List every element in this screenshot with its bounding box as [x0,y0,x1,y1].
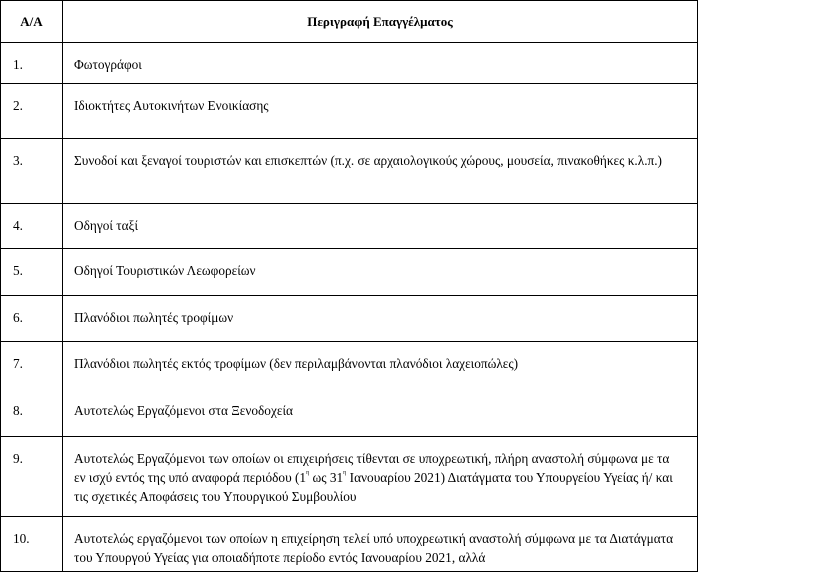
header-number: Α/Α [1,1,63,43]
row-number: 4. [1,204,63,249]
row-description: Ιδιοκτήτες Αυτοκινήτων Ενοικίασης [63,84,698,139]
table-row [1,43,698,84]
row-number: 10. [1,517,63,572]
row-number: 6. [1,296,63,342]
table-row-merged [1,342,698,437]
row-description: Πλανόδιοι πωλητές τροφίμων [63,296,698,342]
table-row [1,204,698,249]
row-description-part: ως 31 [309,470,344,485]
table-row [1,517,698,572]
row-description-part: Ιανουαρίου 2021) Διατάγματα του Υπουργείου Υγείας ή/ και τις σχετικές Αποφάσεις του Υπουργικού Συμβουλίου [74,470,673,504]
row-description: Αυτοτελώς εργαζόμενοι των οποίων η επιχείρηση τελεί υπό υποχρεωτική αναστολή σύμφωνα με τα Διατάγματα του Υπουργού Υγείας για οποιαδήποτε περίοδο εντός Ιανουαρίου 2021, αλλά [63,517,698,572]
row-description: Οδηγοί ταξί [63,204,698,249]
table-row [1,296,698,342]
table-row [1,84,698,139]
row-description: Οδηγοί Τουριστικών Λεωφορείων [63,249,698,296]
row-number: 5. [1,249,63,296]
row-number-group [1,342,63,437]
table-header-row [1,1,698,43]
row-description: Αυτοτελώς Εργαζόμενοι στα Ξενοδοχεία [74,403,293,418]
row-number: 1. [1,43,63,84]
row-description: Πλανόδιοι πωλητές εκτός τροφίμων (δεν περιλαμβάνονται πλανόδιοι λαχειοπώλες) [74,356,519,371]
table-row [1,139,698,204]
header-description: Περιγραφή Επαγγέλματος [63,1,698,43]
ordinal-suffix: η [343,470,347,476]
row-number: 2. [1,84,63,139]
row-number: 9. [1,437,63,517]
row-description: Φωτογράφοι [63,43,698,84]
row-description [63,437,698,517]
row-number: 7. [13,356,23,371]
table-row [1,437,698,517]
row-description-part: Αυτοτελώς Εργαζόμενοι των οποίων οι επιχειρήσεις τίθενται σε υποχρεωτική, πλήρη αναστολή σύμφωνα με τα εν ισχύ εντός της υπό αναφορά περιόδου (1 [74,451,670,485]
row-description-group [63,342,698,437]
ordinal-suffix: η [306,470,310,476]
row-description: Συνοδοί και ξεναγοί τουριστών και επισκεπτών (π.χ. σε αρχαιολογικούς χώρους, μουσεία, πινακοθήκες κ.λ.π.) [63,139,698,204]
table-row [1,249,698,296]
row-number: 8. [13,403,23,418]
row-number: 3. [1,139,63,204]
